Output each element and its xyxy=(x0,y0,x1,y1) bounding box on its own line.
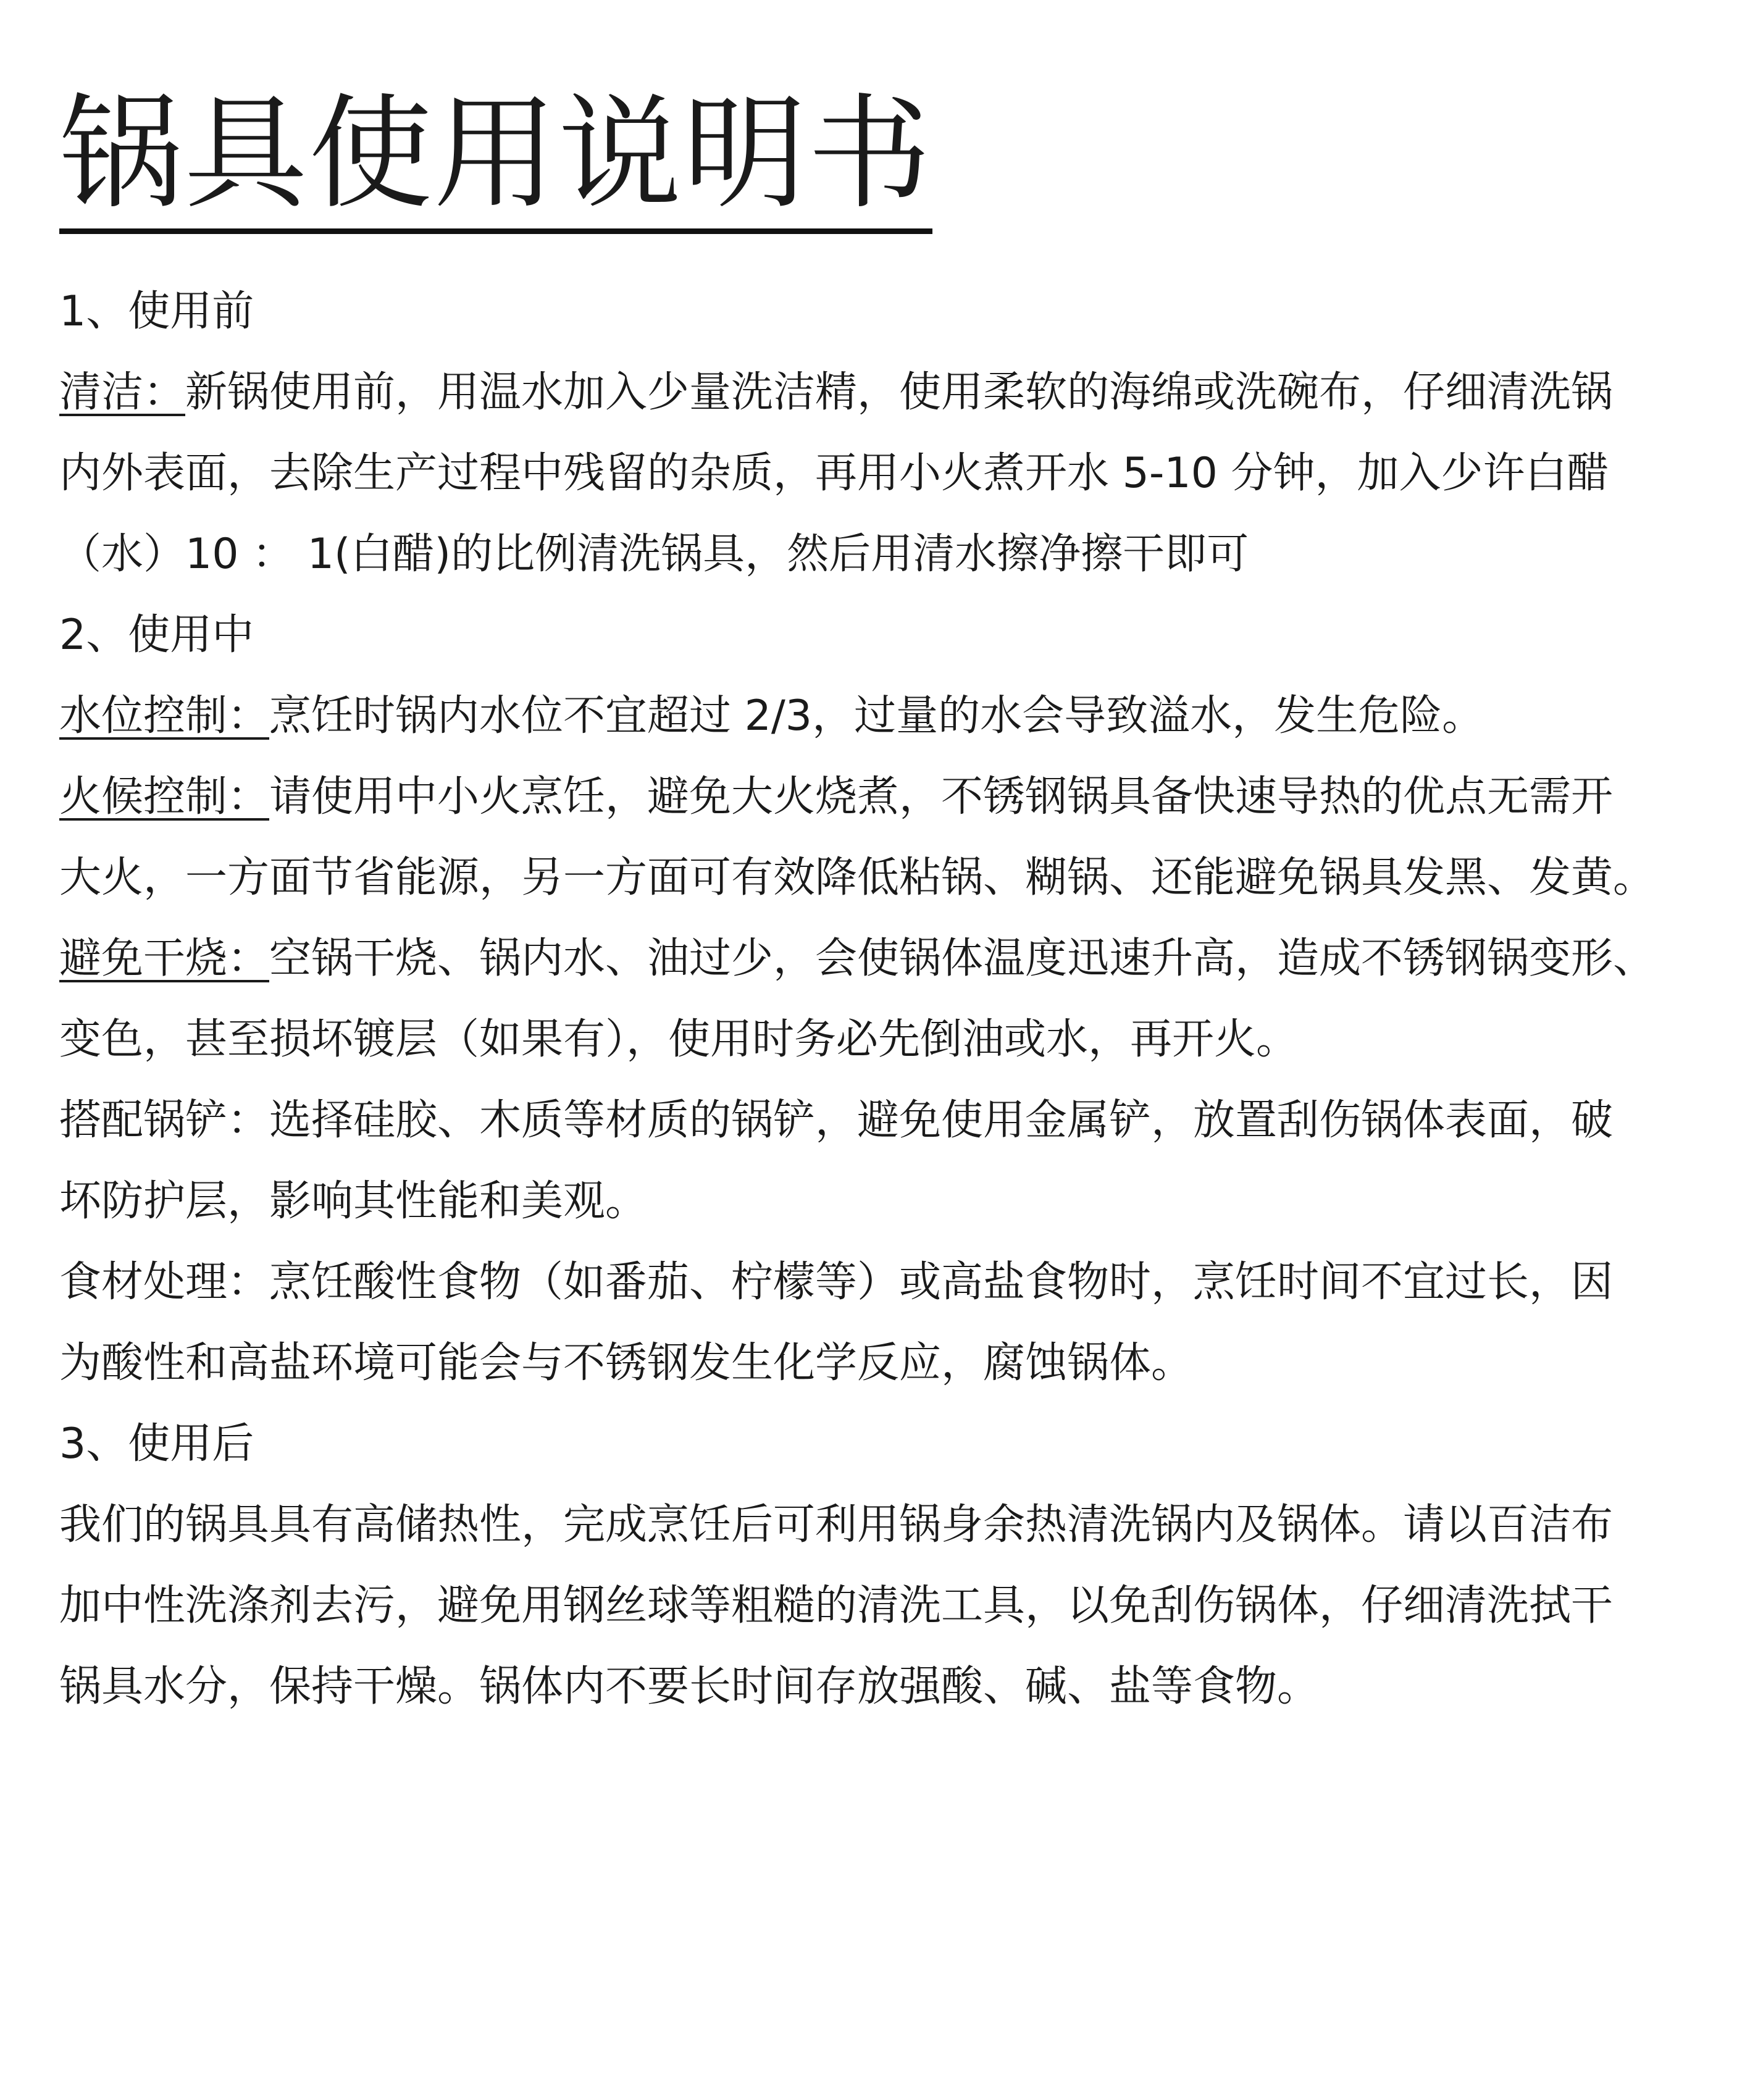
section-heading-after-use: 3、使用后 xyxy=(59,1420,254,1468)
label-water-level: 水位控制： xyxy=(59,692,270,740)
section-heading-during-use: 2、使用中 xyxy=(59,611,254,659)
paragraph-line: 为酸性和高盐环境可能会与不锈钢发生化学反应，腐蚀锅体。 xyxy=(59,1339,1194,1387)
paragraph-line: 大火，一方面节省能源，另一方面可有效降低粘锅、糊锅、还能避免锅具发黑、发黄。 xyxy=(59,853,1656,902)
paragraph-line: 坏防护层，影响其性能和美观。 xyxy=(59,1177,648,1226)
paragraph-line xyxy=(59,676,1727,756)
paragraph-line: 搭配锅铲：选择硅胶、木质等材质的锅铲，避免使用金属铲，放置刮伤锅体表面，破 xyxy=(59,1096,1614,1145)
paragraph-line xyxy=(59,756,1727,837)
paragraph-text: 新锅使用前，用温水加入少量洗洁精，使用柔软的海绵或洗碗布，仔细清洗锅 xyxy=(185,368,1614,417)
paragraph-text: 请使用中小火烹饪，避免大火烧煮，不锈钢锅具备快速导热的优点无需开 xyxy=(269,772,1614,821)
label-heat-control: 火候控制： xyxy=(59,772,270,821)
manual-content xyxy=(59,271,1727,1727)
paragraph-line: 我们的锅具具有高储热性，完成烹饪后可利用锅身余热清洗锅内及锅体。请以百洁布 xyxy=(59,1500,1614,1549)
paragraph-line xyxy=(59,918,1727,999)
document-title: 锅具使用说明书 xyxy=(59,93,932,234)
manual-page xyxy=(59,82,1727,1727)
paragraph-line: 锅具水分，保持干燥。锅体内不要长时间存放强酸、碱、盐等食物。 xyxy=(59,1662,1320,1711)
paragraph-line xyxy=(59,352,1727,433)
paragraph-text: 空锅干烧、锅内水、油过少，会使锅体温度迅速升高，造成不锈钢锅变形、 xyxy=(269,934,1656,983)
paragraph-line: 食材处理：烹饪酸性食物（如番茄、柠檬等）或高盐食物时，烹饪时间不宜过长，因 xyxy=(59,1258,1614,1307)
paragraph-line: 加中性洗涤剂去污，避免用钢丝球等粗糙的清洗工具，以免刮伤锅体，仔细清洗拭干 xyxy=(59,1581,1614,1630)
paragraph-line: 变色，甚至损坏镀层（如果有），使用时务必先倒油或水，再开火。 xyxy=(59,1015,1299,1064)
paragraph-line: （水）10 ： 1(白醋)的比例清洗锅具，然后用清水擦净擦干即可 xyxy=(59,530,1249,579)
label-cleaning: 清洁： xyxy=(59,368,186,417)
section-heading-before-use: 1、使用前 xyxy=(59,287,254,336)
paragraph-line: 内外表面，去除生产过程中残留的杂质，再用小火煮开水 5-10 分钟，加入少许白醋 xyxy=(59,449,1609,498)
paragraph-text: 烹饪时锅内水位不宜超过 2/3，过量的水会导致溢水，发生危险。 xyxy=(269,692,1484,740)
label-avoid-dry-burn: 避免干烧： xyxy=(59,934,270,983)
